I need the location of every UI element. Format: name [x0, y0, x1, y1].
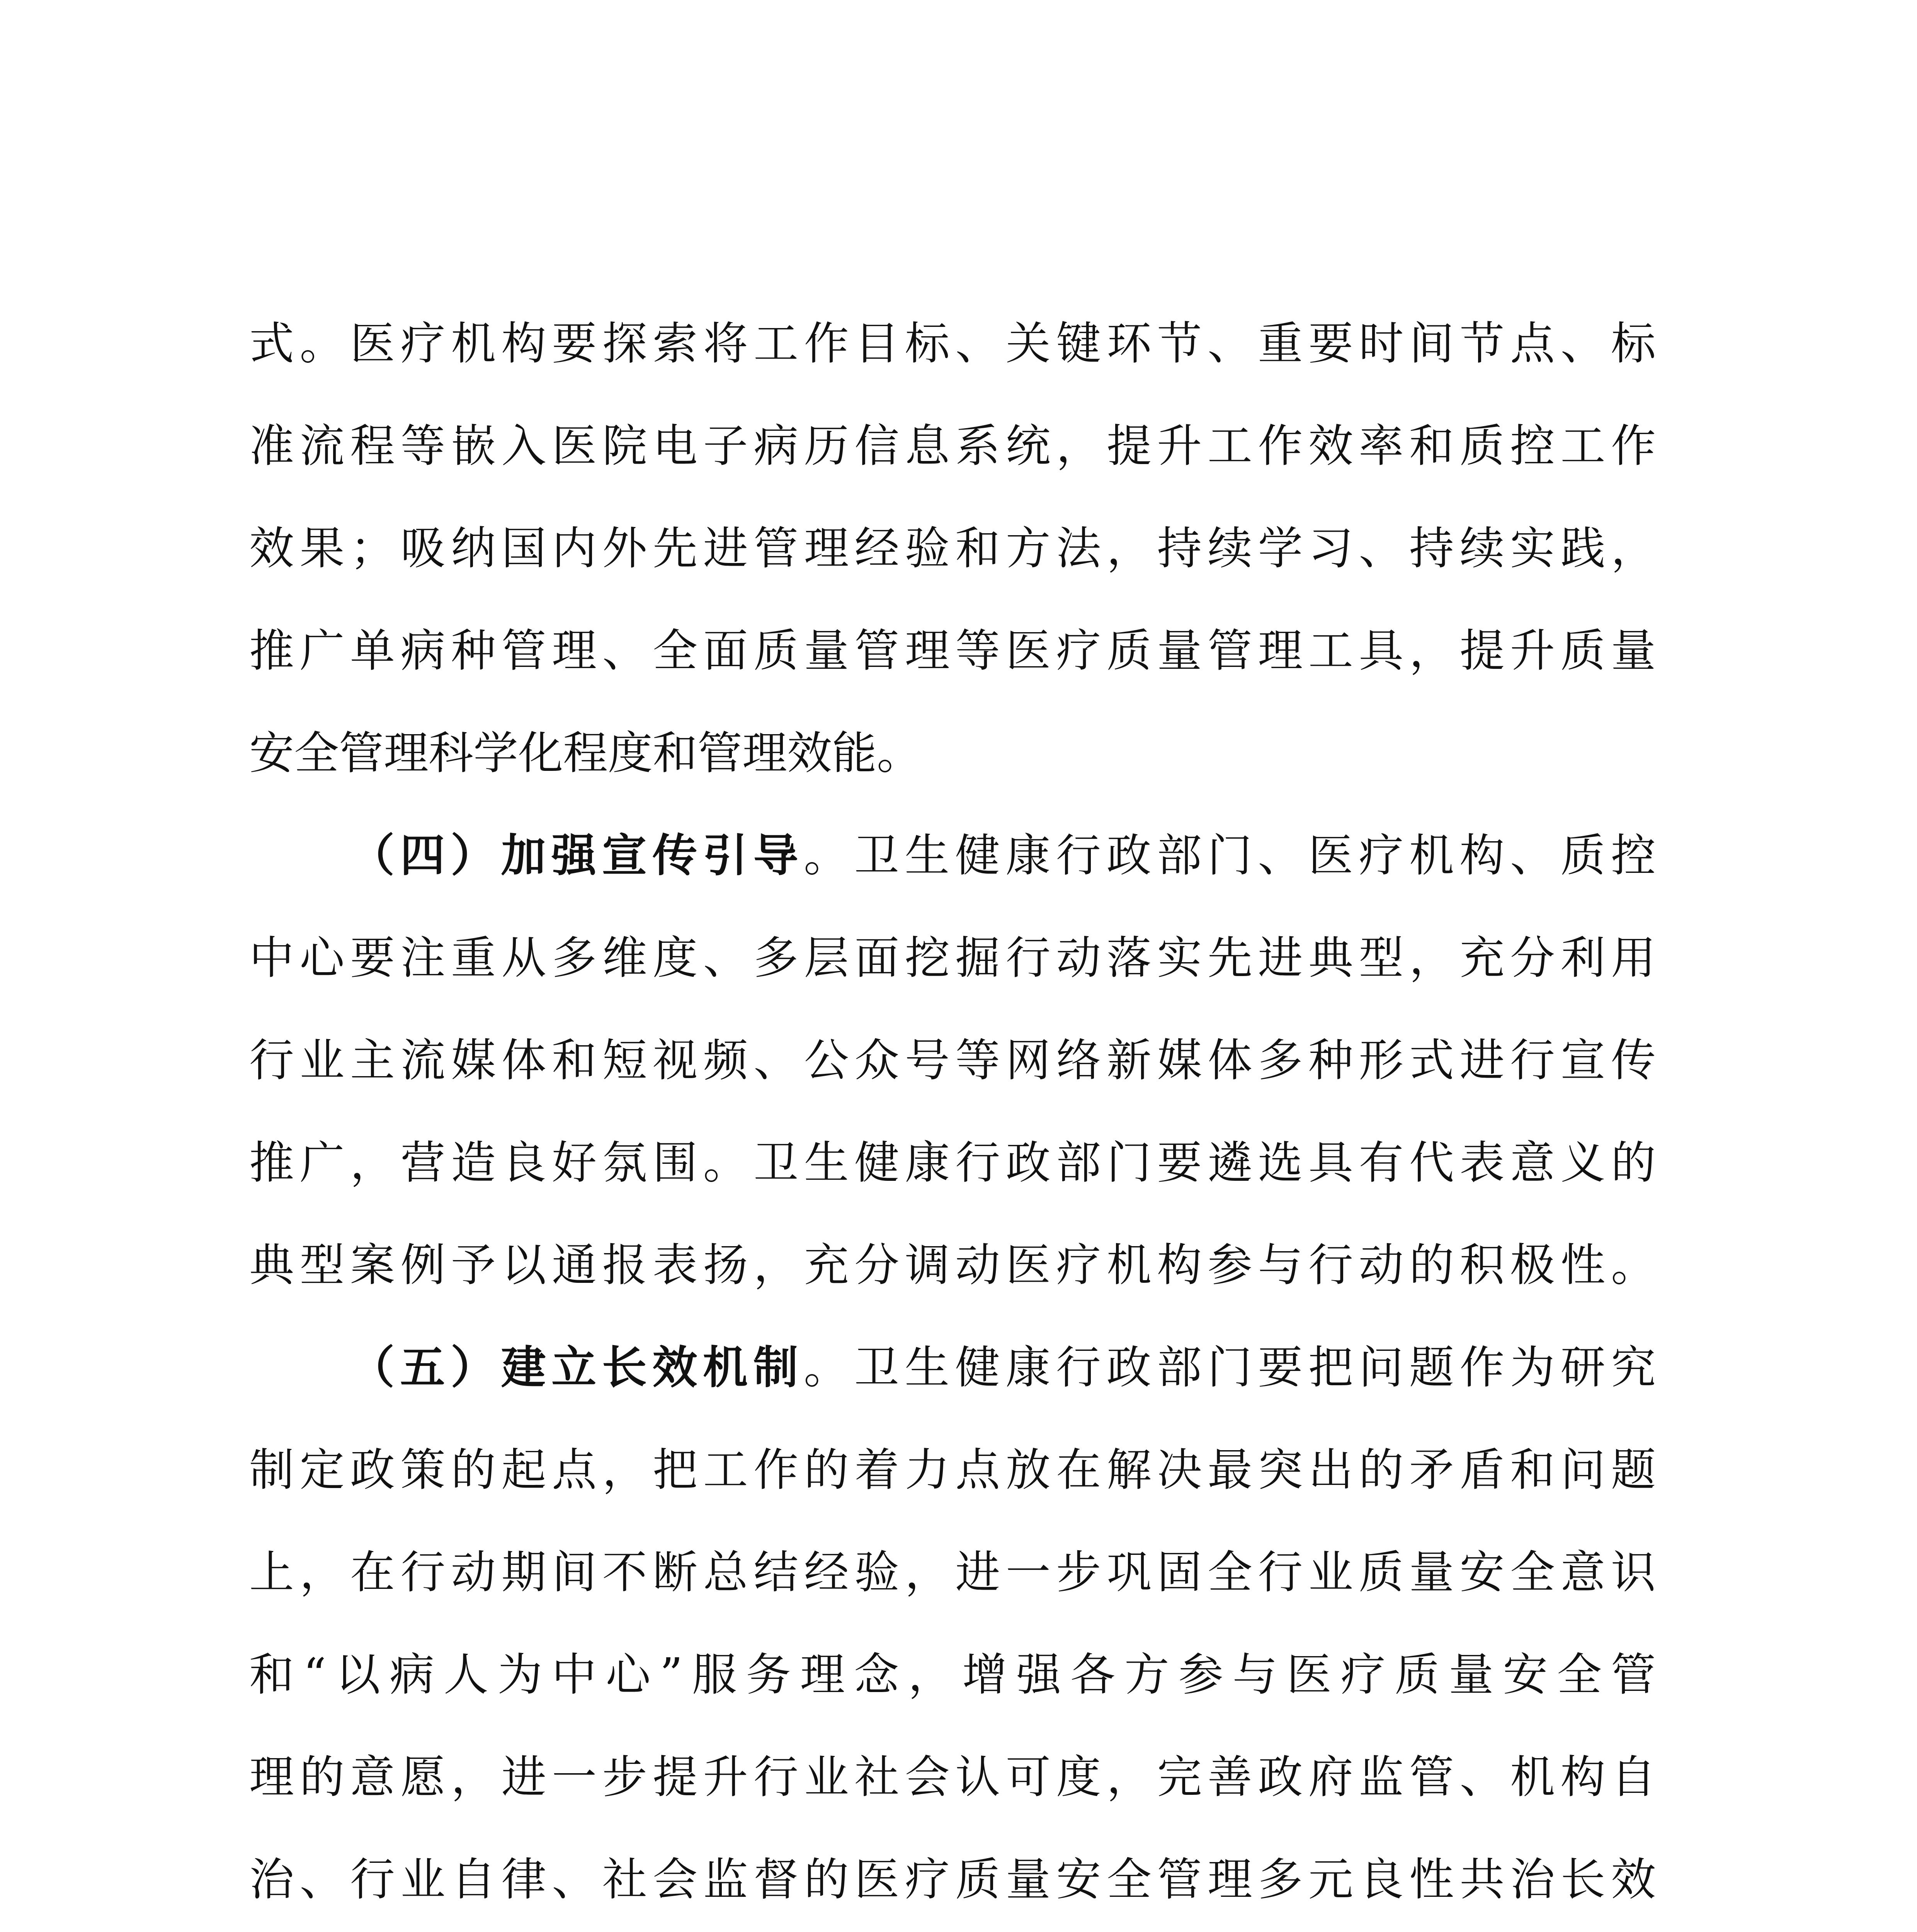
body-text-line: 式。医疗机构要探索将工作目标、关键环节、重要时间节点、标	[249, 318, 1656, 370]
body-text-line: 上，在行动期间不断总结经验，进一步巩固全行业质量安全意识	[249, 1546, 1656, 1599]
body-text-line: 安全管理科学化程度和管理效能。	[249, 727, 922, 779]
body-text-line: 典型案例予以通报表扬，充分调动医疗机构参与行动的积极性。	[249, 1239, 1656, 1291]
body-text: 。卫生健康行政部门要把问题作为研究	[804, 1342, 1656, 1394]
body-text-line: 推广，营造良好氛围。卫生健康行政部门要遴选具有代表意义的	[249, 1137, 1656, 1189]
body-text-line: 和“以病人为中心”服务理念，增强各方参与医疗质量安全管	[249, 1649, 1656, 1701]
paragraph-first-line	[350, 821, 1656, 891]
body-text-line: 理的意愿，进一步提升行业社会认可度，完善政府监管、机构自	[249, 1751, 1656, 1803]
body-text-line: 推广单病种管理、全面质量管理等医疗质量管理工具，提升质量	[249, 625, 1656, 677]
body-text-line: 准流程等嵌入医院电子病历信息系统，提升工作效率和质控工作	[249, 420, 1656, 472]
section-heading: （五）建立长效机制	[350, 1342, 804, 1394]
body-text-line: 治、行业自律、社会监督的医疗质量安全管理多元良性共治长效	[249, 1854, 1656, 1906]
body-text-line: 中心要注重从多维度、多层面挖掘行动落实先进典型，充分利用	[249, 932, 1656, 984]
paragraph-first-line	[350, 1333, 1656, 1403]
body-text: 。卫生健康行政部门、医疗机构、质控	[804, 830, 1656, 882]
body-text-line: 效果；吸纳国内外先进管理经验和方法，持续学习、持续实践，	[249, 522, 1656, 575]
body-text-line: 行业主流媒体和短视频、公众号等网络新媒体多种形式进行宣传	[249, 1034, 1656, 1087]
body-text-line: 制定政策的起点，把工作的着力点放在解决最突出的矛盾和问题	[249, 1444, 1656, 1496]
section-heading: （四）加强宣传引导	[350, 830, 804, 882]
